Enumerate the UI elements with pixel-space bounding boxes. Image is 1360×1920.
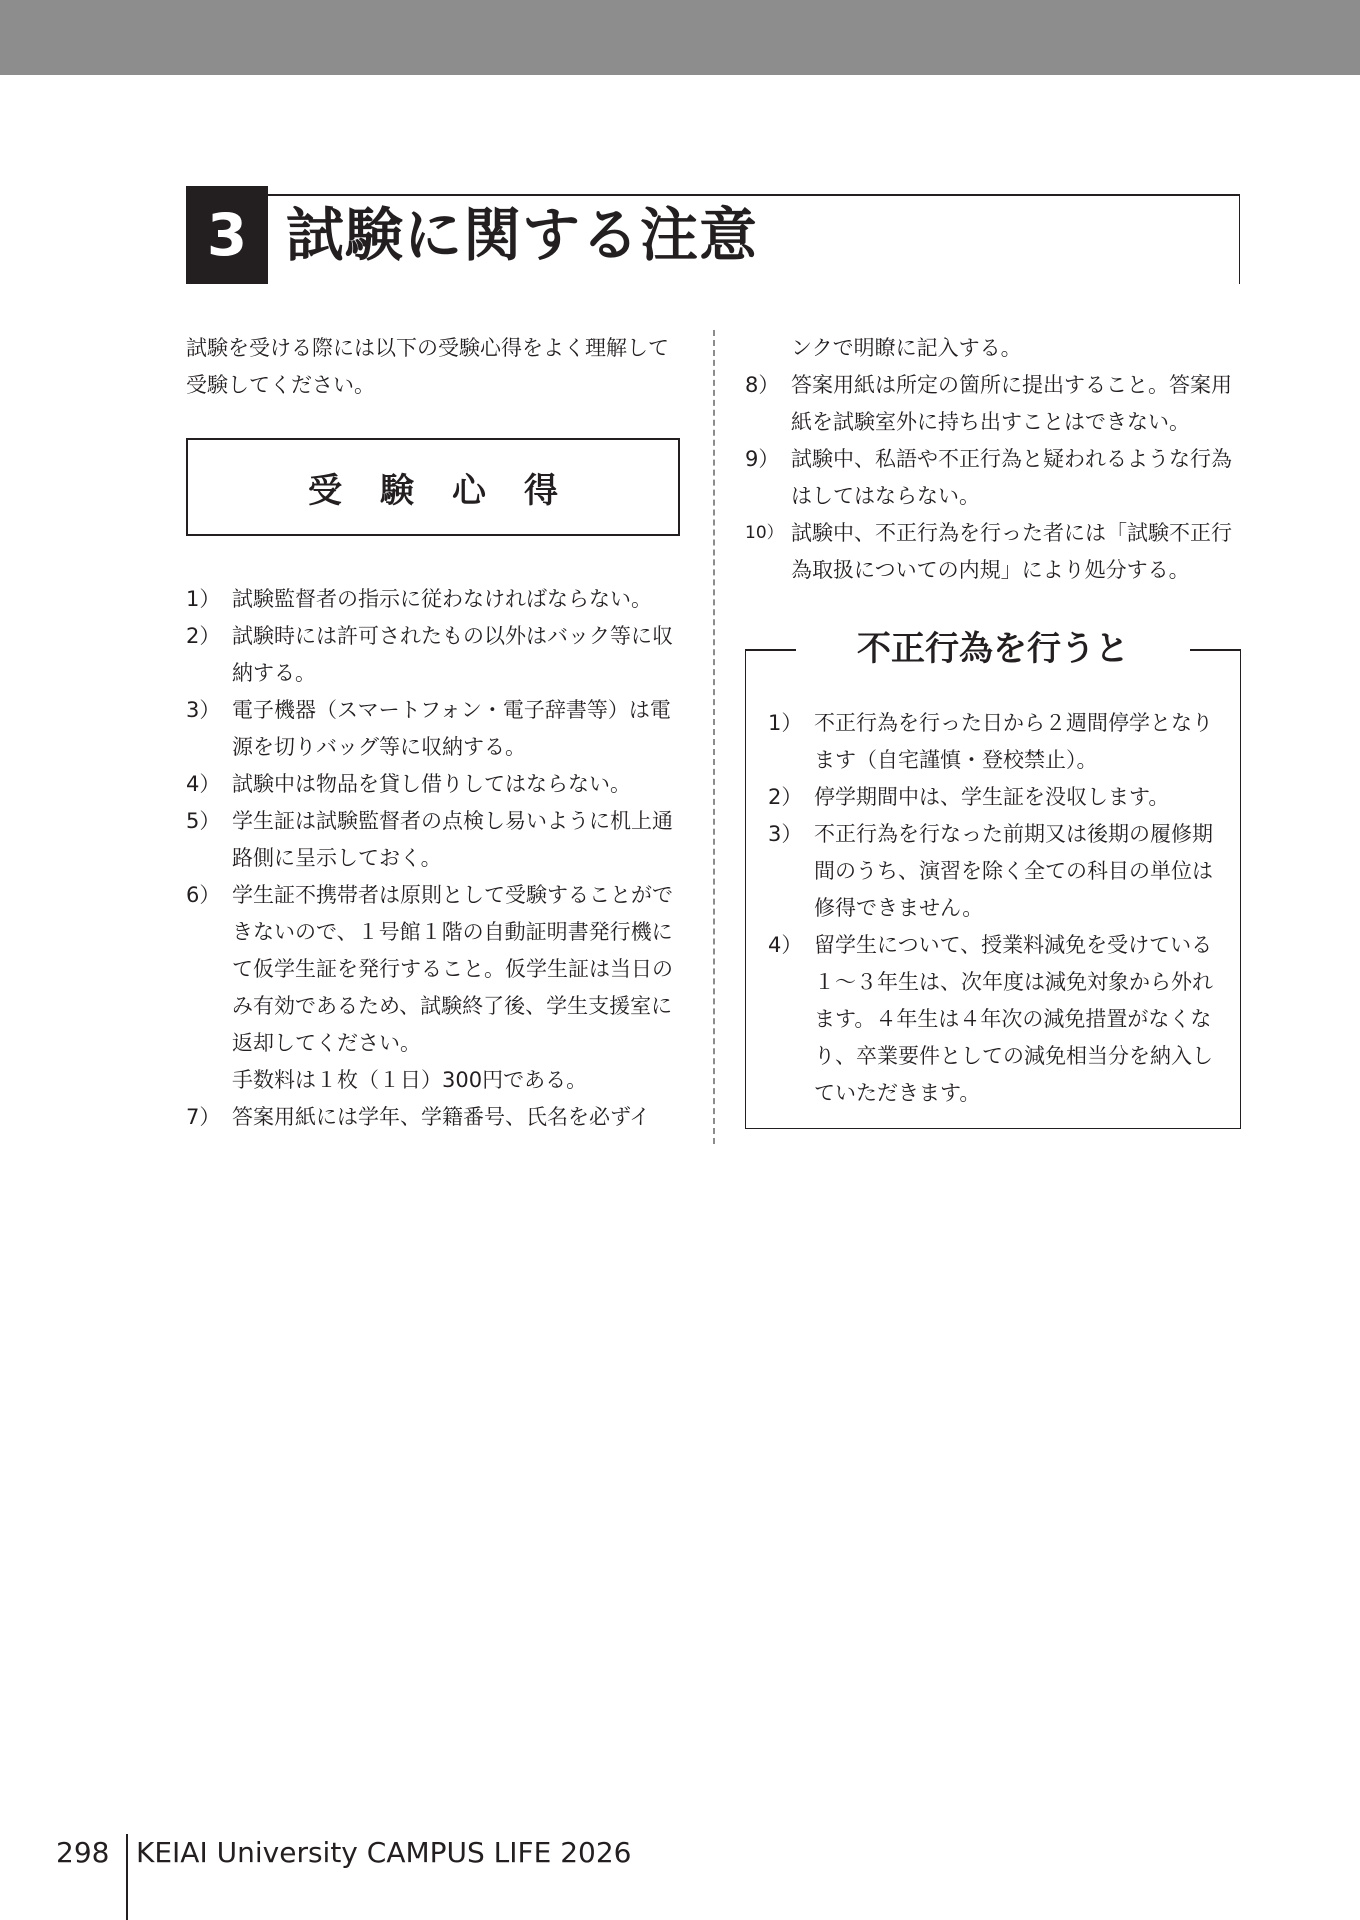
warning-item	[768, 779, 1220, 816]
section-number: 3	[186, 186, 268, 284]
rule-number: 4）	[186, 772, 221, 796]
rule-text: 試験中、不正行為を行った者には「試験不正行為取扱についての内規」により処分する。	[791, 521, 1232, 582]
rule-continuation: ンクで明瞭に記入する。	[791, 336, 1022, 360]
rule-number: 2）	[186, 624, 221, 648]
rules-heading-box	[186, 438, 680, 536]
rule-item	[186, 877, 680, 1099]
rule-number: 6）	[186, 883, 221, 907]
rule-item	[186, 581, 680, 618]
intro-text: 試験を受ける際には以下の受験心得をよく理解して受験してください。	[186, 336, 669, 397]
section-title: 試験に関する注意	[286, 201, 759, 269]
column-divider	[713, 330, 715, 1144]
rules-list-continued	[745, 367, 1241, 589]
rule-fee-note: 手数料は１枚（１日）300円である。	[232, 1068, 588, 1092]
header-right-rule	[1239, 194, 1240, 284]
warning-list	[768, 705, 1220, 1112]
rule-item	[186, 803, 680, 877]
warning-box	[745, 629, 1241, 1129]
warning-text: 不正行為を行った日から２週間停学となります（自宅謹慎・登校禁止）。	[814, 711, 1213, 772]
left-column	[186, 330, 680, 1136]
top-header-bar	[0, 0, 1360, 75]
rule-number: 5）	[186, 809, 221, 833]
warning-text: 不正行為を行なった前期又は後期の履修期間のうち、演習を除く全ての科目の単位は修得できません。	[814, 822, 1213, 920]
warning-number: 1）	[768, 711, 803, 735]
footer-title: KEIAI University CAMPUS LIFE 2026	[136, 1836, 632, 1869]
rule-body	[232, 877, 680, 1099]
rule-number: 1）	[186, 587, 221, 611]
warning-item	[768, 816, 1220, 927]
rule-text: 電子機器（スマートフォン・電子辞書等）は電源を切りバッグ等に収納する。	[232, 698, 671, 759]
warning-number: 3）	[768, 822, 803, 846]
rule-number: 10）	[745, 523, 784, 543]
rule-number: 8）	[745, 373, 780, 397]
rule-text: 試験中は物品を貸し借りしてはならない。	[232, 772, 631, 796]
rules-heading: 受験心得	[308, 470, 596, 511]
page-number: 298	[56, 1836, 110, 1869]
rule-item	[745, 441, 1241, 515]
warning-item	[768, 705, 1220, 779]
footer-divider	[126, 1834, 128, 1920]
rule-number: 7）	[186, 1105, 221, 1129]
rule-number: 9）	[745, 447, 780, 471]
rule-text: 試験中、私語や不正行為と疑われるような行為はしてはならない。	[791, 447, 1232, 508]
warning-text: 停学期間中は、学生証を没収します。	[814, 785, 1170, 809]
warning-number: 2）	[768, 785, 803, 809]
rule-item	[186, 766, 680, 803]
warning-number: 4）	[768, 933, 803, 957]
header-top-rule	[268, 194, 1240, 196]
rule-text: 答案用紙は所定の箇所に提出すること。答案用紙を試験室外に持ち出すことはできない。	[791, 373, 1232, 434]
rule-text: 学生証不携帯者は原則として受験することができないので、１号館１階の自動証明書発行機にて仮学生証を発行すること。仮学生証は当日のみ有効であるため、試験終了後、学生支援室に返却してください。	[232, 883, 673, 1055]
rule-text: 試験監督者の指示に従わなければならない。	[232, 587, 652, 611]
warning-item	[768, 927, 1220, 1112]
rule-item	[186, 1099, 680, 1136]
rule-number: 3）	[186, 698, 221, 722]
rule-text: 答案用紙には学年、学籍番号、氏名を必ずイ	[232, 1105, 651, 1129]
section-header	[186, 186, 1240, 284]
rule-text: 試験時には許可されたもの以外はバック等に収納する。	[232, 624, 673, 685]
right-column	[745, 330, 1241, 1129]
warning-text: 留学生について、授業料減免を受けている１～３年生は、次年度は減免対象から外れます。４年生は４年次の減免措置がなくなり、卒業要件としての減免相当分を納入していただきます。	[814, 933, 1213, 1105]
rule-item	[745, 367, 1241, 441]
rule-item	[745, 515, 1241, 589]
rule-item	[186, 692, 680, 766]
warning-title: 不正行為を行うと	[857, 629, 1129, 669]
rule-item	[186, 618, 680, 692]
rules-list	[186, 581, 680, 1136]
rule-text: 学生証は試験監督者の点検し易いように机上通路側に呈示しておく。	[232, 809, 673, 870]
